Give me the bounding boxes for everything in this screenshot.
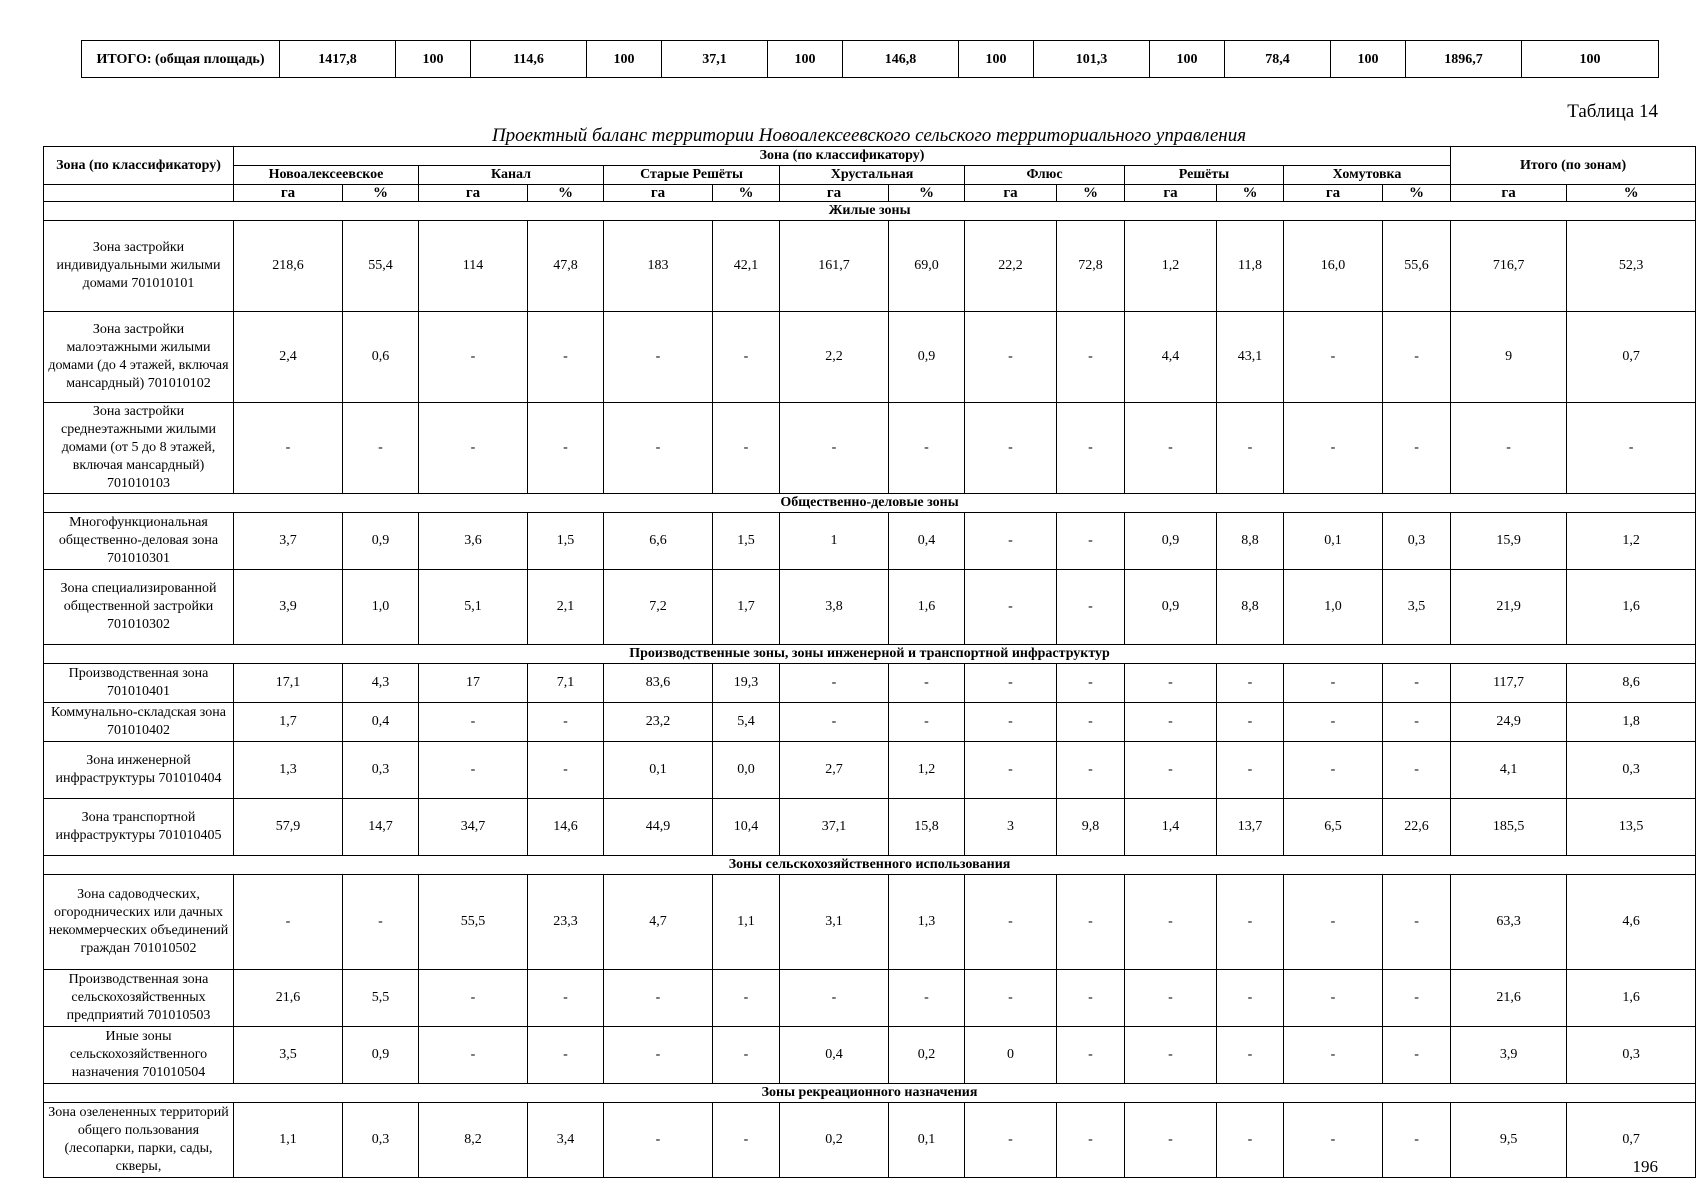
- value-cell: 3,7: [234, 513, 343, 570]
- previous-table-total: [81, 40, 1659, 78]
- value-cell: 2,2: [780, 312, 889, 403]
- zone-name: Зона инженерной инфраструктуры 701010404: [44, 742, 234, 799]
- value-cell: 16,0: [1284, 221, 1383, 312]
- value-cell: -: [1057, 1103, 1125, 1178]
- value-cell: 0,9: [343, 513, 419, 570]
- value-cell: 4,6: [1567, 875, 1696, 970]
- value-cell: -: [419, 703, 528, 742]
- value-cell: 43,1: [1217, 312, 1284, 403]
- value-cell: 37,1: [780, 799, 889, 856]
- header-unit: %: [343, 185, 419, 202]
- value-cell: 0,4: [889, 513, 965, 570]
- header-settlement: Хомутовка: [1284, 166, 1451, 185]
- header-unit: %: [1383, 185, 1451, 202]
- header-row-settlements: [44, 166, 1696, 185]
- value-cell: -: [1284, 312, 1383, 403]
- value-cell: 17: [419, 664, 528, 703]
- table-row: [44, 742, 1696, 799]
- header-settlement: Решёты: [1125, 166, 1284, 185]
- section-row: [44, 1084, 1696, 1103]
- value-cell: 11,8: [1217, 221, 1284, 312]
- value-cell: -: [713, 1103, 780, 1178]
- value-cell: -: [780, 664, 889, 703]
- value-cell: -: [528, 703, 604, 742]
- value-cell: -: [1284, 1027, 1383, 1084]
- value-cell: -: [419, 312, 528, 403]
- value-cell: -: [419, 1027, 528, 1084]
- header-unit: га: [234, 185, 343, 202]
- value-cell: 8,2: [419, 1103, 528, 1178]
- total-cell: 100: [1150, 41, 1225, 78]
- value-cell: -: [713, 1027, 780, 1084]
- table-title: Проектный баланс территории Новоалексеевского сельского территориального управления: [491, 125, 1247, 146]
- table-row: [44, 970, 1696, 1027]
- value-cell: -: [1383, 970, 1451, 1027]
- total-cell: 100: [396, 41, 471, 78]
- value-cell: 3,6: [419, 513, 528, 570]
- value-cell: -: [889, 403, 965, 494]
- table-row: [44, 513, 1696, 570]
- header-unit: га: [965, 185, 1057, 202]
- value-cell: 0,2: [889, 1027, 965, 1084]
- value-cell: -: [343, 403, 419, 494]
- value-cell: 0,9: [343, 1027, 419, 1084]
- value-cell: -: [1125, 664, 1217, 703]
- section-row: [44, 494, 1696, 513]
- value-cell: -: [1284, 1103, 1383, 1178]
- header-unit: %: [1217, 185, 1284, 202]
- value-cell: 55,5: [419, 875, 528, 970]
- value-cell: 13,7: [1217, 799, 1284, 856]
- value-cell: 0,4: [343, 703, 419, 742]
- zone-name: Зона озелененных территорий общего пользования (лесопарки, парки, сады, скверы,: [44, 1103, 234, 1178]
- value-cell: 0,3: [343, 1103, 419, 1178]
- value-cell: 21,6: [1451, 970, 1567, 1027]
- value-cell: 3,9: [1451, 1027, 1567, 1084]
- table-row: [44, 664, 1696, 703]
- header-zone: Зона (по классификатору): [44, 147, 234, 185]
- value-cell: 0,1: [889, 1103, 965, 1178]
- value-cell: 9: [1451, 312, 1567, 403]
- value-cell: -: [780, 703, 889, 742]
- value-cell: 3,5: [234, 1027, 343, 1084]
- value-cell: 72,8: [1057, 221, 1125, 312]
- value-cell: -: [889, 703, 965, 742]
- value-cell: 10,4: [713, 799, 780, 856]
- value-cell: 1,0: [1284, 570, 1383, 645]
- table-row: [44, 312, 1696, 403]
- value-cell: -: [1284, 970, 1383, 1027]
- value-cell: 1,1: [234, 1103, 343, 1178]
- value-cell: 14,7: [343, 799, 419, 856]
- section-title: Жилые зоны: [44, 202, 1696, 221]
- header-unit-spacer: [44, 185, 234, 202]
- value-cell: -: [1125, 970, 1217, 1027]
- value-cell: 57,9: [234, 799, 343, 856]
- value-cell: 1,5: [528, 513, 604, 570]
- table-row: [44, 875, 1696, 970]
- value-cell: -: [713, 312, 780, 403]
- page-number: 196: [1632, 1157, 1658, 1176]
- value-cell: 1,5: [713, 513, 780, 570]
- value-cell: -: [234, 875, 343, 970]
- header-settlement: Хрустальная: [780, 166, 965, 185]
- value-cell: -: [1125, 875, 1217, 970]
- value-cell: 63,3: [1451, 875, 1567, 970]
- value-cell: 9,8: [1057, 799, 1125, 856]
- value-cell: 1,2: [1567, 513, 1696, 570]
- value-cell: -: [528, 403, 604, 494]
- value-cell: 24,9: [1451, 703, 1567, 742]
- value-cell: -: [604, 312, 713, 403]
- value-cell: -: [419, 403, 528, 494]
- header-row-units: [44, 185, 1696, 202]
- value-cell: 4,1: [1451, 742, 1567, 799]
- total-cell: 37,1: [662, 41, 768, 78]
- value-cell: -: [419, 970, 528, 1027]
- value-cell: -: [604, 1103, 713, 1178]
- value-cell: 5,4: [713, 703, 780, 742]
- value-cell: -: [528, 970, 604, 1027]
- value-cell: 5,1: [419, 570, 528, 645]
- value-cell: -: [604, 403, 713, 494]
- value-cell: -: [1057, 742, 1125, 799]
- header-unit: га: [1284, 185, 1383, 202]
- value-cell: 1,2: [1125, 221, 1217, 312]
- total-cell: 1896,7: [1406, 41, 1522, 78]
- value-cell: -: [1217, 1103, 1284, 1178]
- header-settlement: Новоалексеевское: [234, 166, 419, 185]
- value-cell: -: [234, 403, 343, 494]
- value-cell: 218,6: [234, 221, 343, 312]
- value-cell: 15,8: [889, 799, 965, 856]
- table-number: Таблица 14: [1567, 101, 1658, 122]
- value-cell: 5,5: [343, 970, 419, 1027]
- value-cell: 0,7: [1567, 1103, 1696, 1178]
- value-cell: 1,1: [713, 875, 780, 970]
- total-row: [82, 41, 1659, 78]
- value-cell: -: [965, 664, 1057, 703]
- value-cell: -: [1125, 742, 1217, 799]
- value-cell: -: [1284, 664, 1383, 703]
- value-cell: 716,7: [1451, 221, 1567, 312]
- zone-name: Зона садоводческих, огороднических или дачных некоммерческих объединений граждан 701010502: [44, 875, 234, 970]
- value-cell: -: [1567, 403, 1696, 494]
- value-cell: 23,2: [604, 703, 713, 742]
- value-cell: 117,7: [1451, 664, 1567, 703]
- value-cell: -: [965, 970, 1057, 1027]
- value-cell: 0,9: [889, 312, 965, 403]
- value-cell: -: [1057, 703, 1125, 742]
- total-cell: 78,4: [1225, 41, 1331, 78]
- table-body: [44, 202, 1696, 1178]
- value-cell: 6,6: [604, 513, 713, 570]
- total-cell: 1417,8: [280, 41, 396, 78]
- value-cell: -: [965, 513, 1057, 570]
- value-cell: -: [1284, 703, 1383, 742]
- total-cell: 146,8: [843, 41, 959, 78]
- header-settlement: Флюс: [965, 166, 1125, 185]
- table-row: [44, 570, 1696, 645]
- value-cell: -: [965, 403, 1057, 494]
- value-cell: -: [1284, 875, 1383, 970]
- section-title: Зоны рекреационного назначения: [44, 1084, 1696, 1103]
- total-cell: 100: [768, 41, 843, 78]
- value-cell: -: [1383, 1103, 1451, 1178]
- value-cell: 1,8: [1567, 703, 1696, 742]
- value-cell: -: [1383, 664, 1451, 703]
- header-unit: га: [419, 185, 528, 202]
- zone-name: Зона застройки среднеэтажными жилыми домами (от 5 до 8 этажей, включая мансардный) 701010103: [44, 403, 234, 494]
- value-cell: 0,7: [1567, 312, 1696, 403]
- value-cell: 22,2: [965, 221, 1057, 312]
- header-unit: %: [1057, 185, 1125, 202]
- value-cell: 0,1: [1284, 513, 1383, 570]
- value-cell: -: [1057, 664, 1125, 703]
- value-cell: 1,2: [889, 742, 965, 799]
- value-cell: -: [1217, 970, 1284, 1027]
- value-cell: 7,2: [604, 570, 713, 645]
- value-cell: 21,6: [234, 970, 343, 1027]
- table-row: [44, 403, 1696, 494]
- value-cell: 83,6: [604, 664, 713, 703]
- value-cell: 14,6: [528, 799, 604, 856]
- value-cell: 19,3: [713, 664, 780, 703]
- value-cell: 15,9: [1451, 513, 1567, 570]
- total-cell: 100: [1522, 41, 1659, 78]
- value-cell: -: [343, 875, 419, 970]
- value-cell: -: [889, 664, 965, 703]
- value-cell: 1,6: [1567, 570, 1696, 645]
- value-cell: 183: [604, 221, 713, 312]
- value-cell: 22,6: [1383, 799, 1451, 856]
- value-cell: 1,3: [234, 742, 343, 799]
- value-cell: -: [604, 1027, 713, 1084]
- value-cell: 3,8: [780, 570, 889, 645]
- value-cell: -: [1451, 403, 1567, 494]
- value-cell: 8,6: [1567, 664, 1696, 703]
- value-cell: -: [713, 403, 780, 494]
- header-unit: га: [780, 185, 889, 202]
- value-cell: 3,4: [528, 1103, 604, 1178]
- value-cell: 0,6: [343, 312, 419, 403]
- value-cell: -: [1217, 1027, 1284, 1084]
- value-cell: -: [1284, 403, 1383, 494]
- value-cell: 9,5: [1451, 1103, 1567, 1178]
- value-cell: 1: [780, 513, 889, 570]
- value-cell: 4,4: [1125, 312, 1217, 403]
- value-cell: -: [965, 312, 1057, 403]
- value-cell: 2,1: [528, 570, 604, 645]
- value-cell: 1,0: [343, 570, 419, 645]
- value-cell: -: [965, 703, 1057, 742]
- zone-name: Производственная зона сельскохозяйственных предприятий 701010503: [44, 970, 234, 1027]
- value-cell: -: [1383, 703, 1451, 742]
- value-cell: -: [965, 1103, 1057, 1178]
- value-cell: -: [1057, 875, 1125, 970]
- header-row-group: [44, 147, 1696, 166]
- value-cell: -: [1057, 403, 1125, 494]
- zone-name: Зона специализированной общественной застройки 701010302: [44, 570, 234, 645]
- value-cell: -: [1125, 703, 1217, 742]
- value-cell: -: [1217, 875, 1284, 970]
- value-cell: -: [965, 875, 1057, 970]
- value-cell: -: [1125, 1027, 1217, 1084]
- value-cell: 17,1: [234, 664, 343, 703]
- value-cell: 8,8: [1217, 570, 1284, 645]
- value-cell: 3,5: [1383, 570, 1451, 645]
- value-cell: 34,7: [419, 799, 528, 856]
- value-cell: 0,1: [604, 742, 713, 799]
- zone-name: Иные зоны сельскохозяйственного назначения 701010504: [44, 1027, 234, 1084]
- zone-name: Коммунально-складская зона 701010402: [44, 703, 234, 742]
- value-cell: 0: [965, 1027, 1057, 1084]
- total-cell: 114,6: [471, 41, 587, 78]
- header-unit: га: [1451, 185, 1567, 202]
- header-unit: %: [528, 185, 604, 202]
- total-cell: 100: [1331, 41, 1406, 78]
- section-row: [44, 202, 1696, 221]
- table-row: [44, 703, 1696, 742]
- value-cell: -: [1217, 742, 1284, 799]
- value-cell: -: [1125, 1103, 1217, 1178]
- value-cell: -: [419, 742, 528, 799]
- table-row: [44, 1027, 1696, 1084]
- total-cell: 100: [959, 41, 1034, 78]
- value-cell: 1,6: [889, 570, 965, 645]
- value-cell: 161,7: [780, 221, 889, 312]
- section-title: Общественно-деловые зоны: [44, 494, 1696, 513]
- value-cell: -: [1284, 742, 1383, 799]
- value-cell: -: [889, 970, 965, 1027]
- value-cell: 0,2: [780, 1103, 889, 1178]
- value-cell: 23,3: [528, 875, 604, 970]
- value-cell: 44,9: [604, 799, 713, 856]
- value-cell: -: [1217, 403, 1284, 494]
- value-cell: 4,7: [604, 875, 713, 970]
- value-cell: 52,3: [1567, 221, 1696, 312]
- zone-name: Многофункциональная общественно-деловая зона 701010301: [44, 513, 234, 570]
- zone-name: Зона застройки малоэтажными жилыми домами (до 4 этажей, включая мансардный) 701010102: [44, 312, 234, 403]
- value-cell: 2,7: [780, 742, 889, 799]
- header-group: Зона (по классификатору): [234, 147, 1451, 166]
- value-cell: -: [1217, 703, 1284, 742]
- value-cell: -: [1125, 403, 1217, 494]
- value-cell: -: [604, 970, 713, 1027]
- header-settlement: Старые Решёты: [604, 166, 780, 185]
- value-cell: -: [1383, 403, 1451, 494]
- header-unit: га: [1125, 185, 1217, 202]
- value-cell: 0,3: [1383, 513, 1451, 570]
- value-cell: -: [965, 742, 1057, 799]
- table-row: [44, 799, 1696, 856]
- value-cell: -: [528, 312, 604, 403]
- table-row: [44, 1103, 1696, 1178]
- value-cell: 55,4: [343, 221, 419, 312]
- value-cell: 114: [419, 221, 528, 312]
- value-cell: 0,3: [343, 742, 419, 799]
- value-cell: 1,3: [889, 875, 965, 970]
- zone-name: Производственная зона 701010401: [44, 664, 234, 703]
- value-cell: 3,9: [234, 570, 343, 645]
- header-total: Итого (по зонам): [1451, 147, 1696, 185]
- value-cell: -: [528, 742, 604, 799]
- value-cell: 7,1: [528, 664, 604, 703]
- value-cell: -: [965, 570, 1057, 645]
- value-cell: -: [713, 970, 780, 1027]
- value-cell: -: [1057, 570, 1125, 645]
- value-cell: 1,7: [713, 570, 780, 645]
- value-cell: 4,3: [343, 664, 419, 703]
- value-cell: 6,5: [1284, 799, 1383, 856]
- value-cell: -: [1217, 664, 1284, 703]
- value-cell: -: [1383, 875, 1451, 970]
- value-cell: 0,0: [713, 742, 780, 799]
- value-cell: 47,8: [528, 221, 604, 312]
- value-cell: -: [1383, 312, 1451, 403]
- value-cell: 3: [965, 799, 1057, 856]
- section-row: [44, 645, 1696, 664]
- total-label: ИТОГО: (общая площадь): [82, 41, 280, 78]
- value-cell: 185,5: [1451, 799, 1567, 856]
- table-row: [44, 221, 1696, 312]
- total-cell: 101,3: [1034, 41, 1150, 78]
- value-cell: -: [1057, 312, 1125, 403]
- value-cell: 55,6: [1383, 221, 1451, 312]
- total-cell: 100: [587, 41, 662, 78]
- value-cell: 42,1: [713, 221, 780, 312]
- header-unit: га: [604, 185, 713, 202]
- header-unit: %: [889, 185, 965, 202]
- value-cell: -: [1383, 1027, 1451, 1084]
- value-cell: 1,4: [1125, 799, 1217, 856]
- value-cell: 0,9: [1125, 570, 1217, 645]
- value-cell: -: [1057, 1027, 1125, 1084]
- value-cell: -: [1383, 742, 1451, 799]
- value-cell: -: [1057, 513, 1125, 570]
- balance-table: [43, 146, 1696, 1178]
- value-cell: 0,4: [780, 1027, 889, 1084]
- value-cell: 21,9: [1451, 570, 1567, 645]
- zone-name: Зона транспортной инфраструктуры 701010405: [44, 799, 234, 856]
- section-title: Зоны сельскохозяйственного использования: [44, 856, 1696, 875]
- value-cell: 1,6: [1567, 970, 1696, 1027]
- section-row: [44, 856, 1696, 875]
- value-cell: 3,1: [780, 875, 889, 970]
- value-cell: -: [528, 1027, 604, 1084]
- header-unit: %: [713, 185, 780, 202]
- value-cell: -: [1057, 970, 1125, 1027]
- value-cell: 0,3: [1567, 742, 1696, 799]
- header-settlement: Канал: [419, 166, 604, 185]
- value-cell: 1,7: [234, 703, 343, 742]
- value-cell: 2,4: [234, 312, 343, 403]
- value-cell: -: [780, 970, 889, 1027]
- header-unit: %: [1567, 185, 1696, 202]
- value-cell: 8,8: [1217, 513, 1284, 570]
- value-cell: 13,5: [1567, 799, 1696, 856]
- zone-name: Зона застройки индивидуальными жилыми домами 701010101: [44, 221, 234, 312]
- value-cell: 0,9: [1125, 513, 1217, 570]
- value-cell: -: [780, 403, 889, 494]
- value-cell: 69,0: [889, 221, 965, 312]
- value-cell: 0,3: [1567, 1027, 1696, 1084]
- section-title: Производственные зоны, зоны инженерной и транспортной инфраструктур: [44, 645, 1696, 664]
